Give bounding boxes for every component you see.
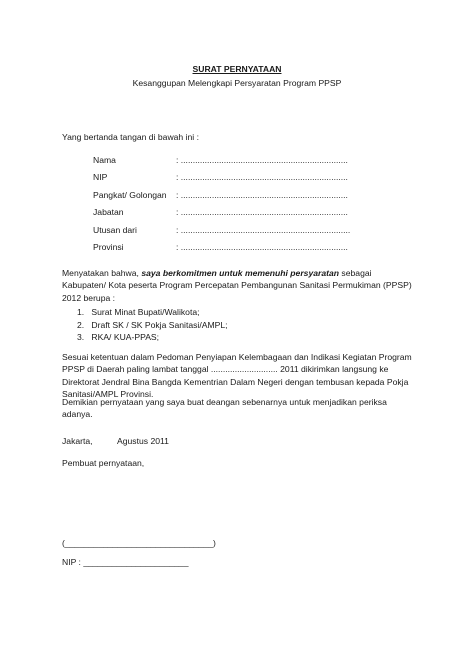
field-label: Pangkat/ Golongan: [93, 189, 167, 200]
field-value: : ......................................................................: [176, 155, 348, 165]
field-value: : .......................................................................: [176, 224, 351, 235]
field-label: Provinsi: [93, 241, 124, 252]
list-number: 1.: [77, 307, 85, 317]
closing-paragraph: Demikian pernyataan yang saya buat deangan sebenarnya untuk menjadikan periksa adanya.: [62, 397, 387, 420]
statement-paragraph: [62, 267, 416, 304]
field-value: : ......................................................................: [176, 189, 348, 200]
statement-text: Menyatakan bahwa,: [62, 268, 142, 278]
intro-text: Yang bertanda tangan di bawah ini :: [62, 132, 199, 142]
list-number: 3.: [77, 332, 85, 343]
nip-line: NIP : ______________________: [62, 557, 189, 567]
field-label: Jabatan: [93, 207, 124, 218]
document-subtitle: Kesanggupan Melengkapi Persyaratan Program PPSP: [132, 78, 342, 88]
place: Jakarta,: [62, 436, 93, 446]
list-number: 2.: [77, 319, 85, 330]
field-label: Nama: [93, 155, 116, 165]
list-item: [77, 332, 228, 345]
list-text: Surat Minat Bupati/Walikota;: [91, 307, 200, 317]
statement-emphasis: saya berkomitmen untuk memenuhi persyaratan: [141, 268, 340, 278]
requirements-list: [77, 307, 228, 345]
list-item: [77, 307, 228, 320]
list-text: RKA/ KUA-PPAS;: [91, 332, 160, 343]
field-label: Utusan dari: [93, 224, 137, 235]
signer-label: Pembuat pernyataan,: [62, 458, 145, 468]
field-value: : ......................................................................: [176, 172, 348, 183]
signature-line: (_______________________________): [62, 538, 216, 548]
place-date-line: [62, 436, 169, 447]
date: Agustus 2011: [117, 436, 169, 446]
provision-paragraph: Sesuai ketentuan dalam Pedoman Penyiapan Kelembagaan dan Indikasi Kegiatan Program PPSP di Daerah paling lambat tanggal ............................ 2011 dikirimkan langsung ke Direktorat Jendral Bina Bangda Kementrian Dalam Negeri dengan tembusan kepada Pokja Sanitasi/AMPL Provinsi.: [62, 352, 412, 400]
statement-text-rest: sebagai Kabupaten/ Kota peserta Program Percepatan Pembangunan Sanitasi Permukiman (PPSP) 2012 berupa :: [62, 268, 412, 303]
field-value: : ......................................................................: [176, 241, 348, 252]
field-label: NIP: [93, 172, 108, 183]
list-text: Draft SK / SK Pokja Sanitasi/AMPL;: [91, 319, 228, 330]
document-title: SURAT PERNYATAAN: [192, 64, 282, 74]
field-value: : ......................................................................: [176, 207, 348, 218]
list-item: [77, 320, 228, 333]
